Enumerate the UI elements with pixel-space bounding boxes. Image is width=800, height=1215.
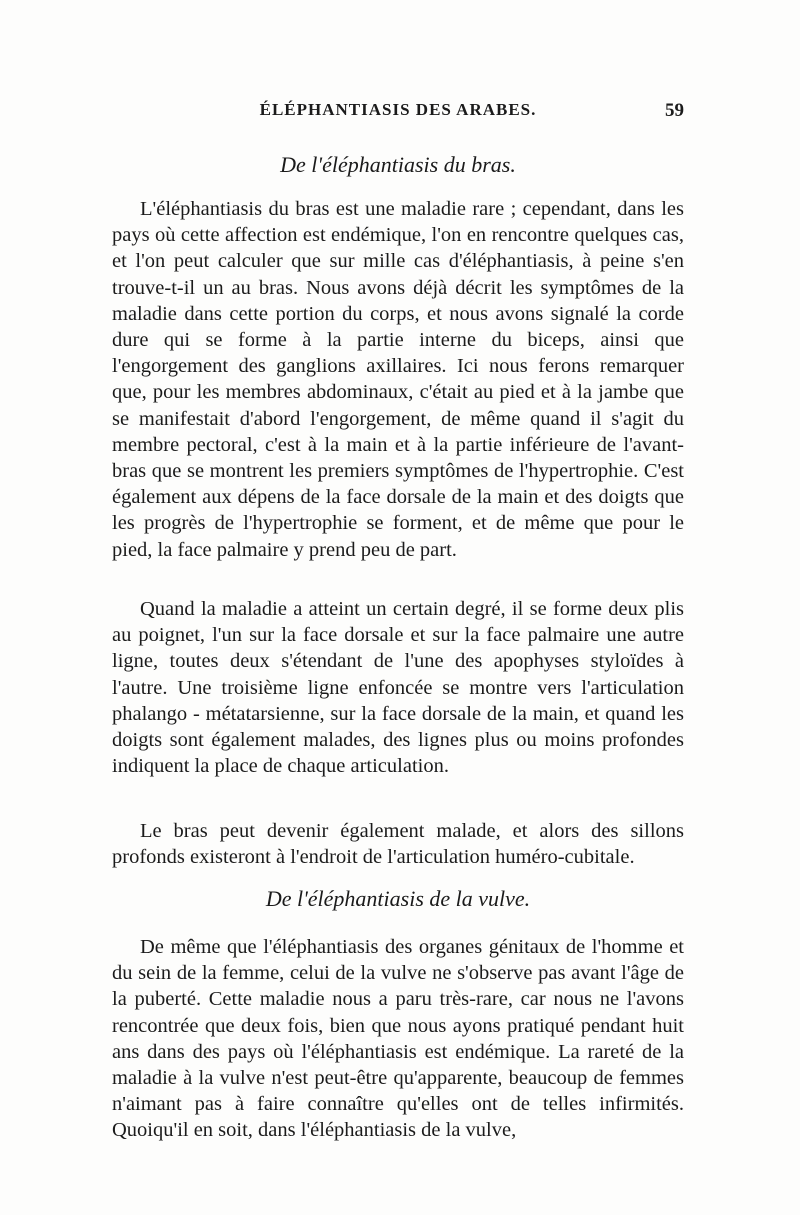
paragraph-arm-3: Le bras peut devenir également malade, et alors des sillons profonds existeront à l'endroit de l'articulation huméro-cubitale. xyxy=(112,820,684,869)
paragraph-vulva-1: De même que l'éléphantiasis des organes génitaux de l'homme et du sein de la femme, celui de la vulve ne s'observe pas avant l'âge de la puberté. Cette maladie nous a paru très-rare, car nous ne l'avons rencontrée que deux fois, bien que nous ayons pratiqué pendant huit ans dans des pays où l'éléphantiasis est endémique. La rareté de la maladie à la vulve n'est peut-être qu'apparente, beaucoup de femmes n'aimant pas à faire connaître qu'elles ont de telles infirmités. Quoiqu'il en soit, dans l'éléphantiasis de la vulve, xyxy=(112,936,684,1142)
section-title-arm: De l'éléphantiasis du bras. xyxy=(280,152,516,177)
section-title-vulva: De l'éléphantiasis de la vulve. xyxy=(265,886,531,911)
paragraph-arm-1: L'éléphantiasis du bras est une maladie rare ; cependant, dans les pays où cette affection est endémique, l'on en rencontre quelques cas, et l'on peut calculer que sur mille cas d'éléphantiasis, à peine s'en trouve-t-il un au bras. Nous avons déjà décrit les symptômes de la maladie dans cette portion du corps, et nous avons signalé la corde dure qui se forme à la partie interne du biceps, ainsi que l'engorgement des ganglions axillaires. Ici nous ferons remarquer que, pour les membres abdominaux, c'était au pied et à la jambe que se manifestait d'abord l'engorgement, de même quand il s'agit du membre pectoral, c'est à la main et à la partie inférieure de l'avant-bras que se montrent les premiers symptômes de l'hypertrophie. C'est également aux dépens de la face dorsale de la main et des doigts que les progrès de l'hypertrophie se forment, et de même que pour le pied, la face palmaire y prend peu de part. xyxy=(112,198,684,561)
running-title: ÉLÉPHANTIASIS DES ARABES. xyxy=(259,100,537,119)
page-number: 59 xyxy=(665,100,684,121)
paragraph-arm-2: Quand la maladie a atteint un certain degré, il se forme deux plis au poignet, l'un sur la face dorsale et sur la face palmaire une autre ligne, toutes deux s'étendant de l'une des apophyses styloïdes à l'autre. Une troisième ligne enfoncée se montre vers l'articulation phalango - métatarsienne, sur la face dorsale de la main, et quand les doigts sont également malades, des lignes plus ou moins profondes indiquent la place de chaque articulation. xyxy=(112,598,684,778)
running-head xyxy=(112,100,684,124)
